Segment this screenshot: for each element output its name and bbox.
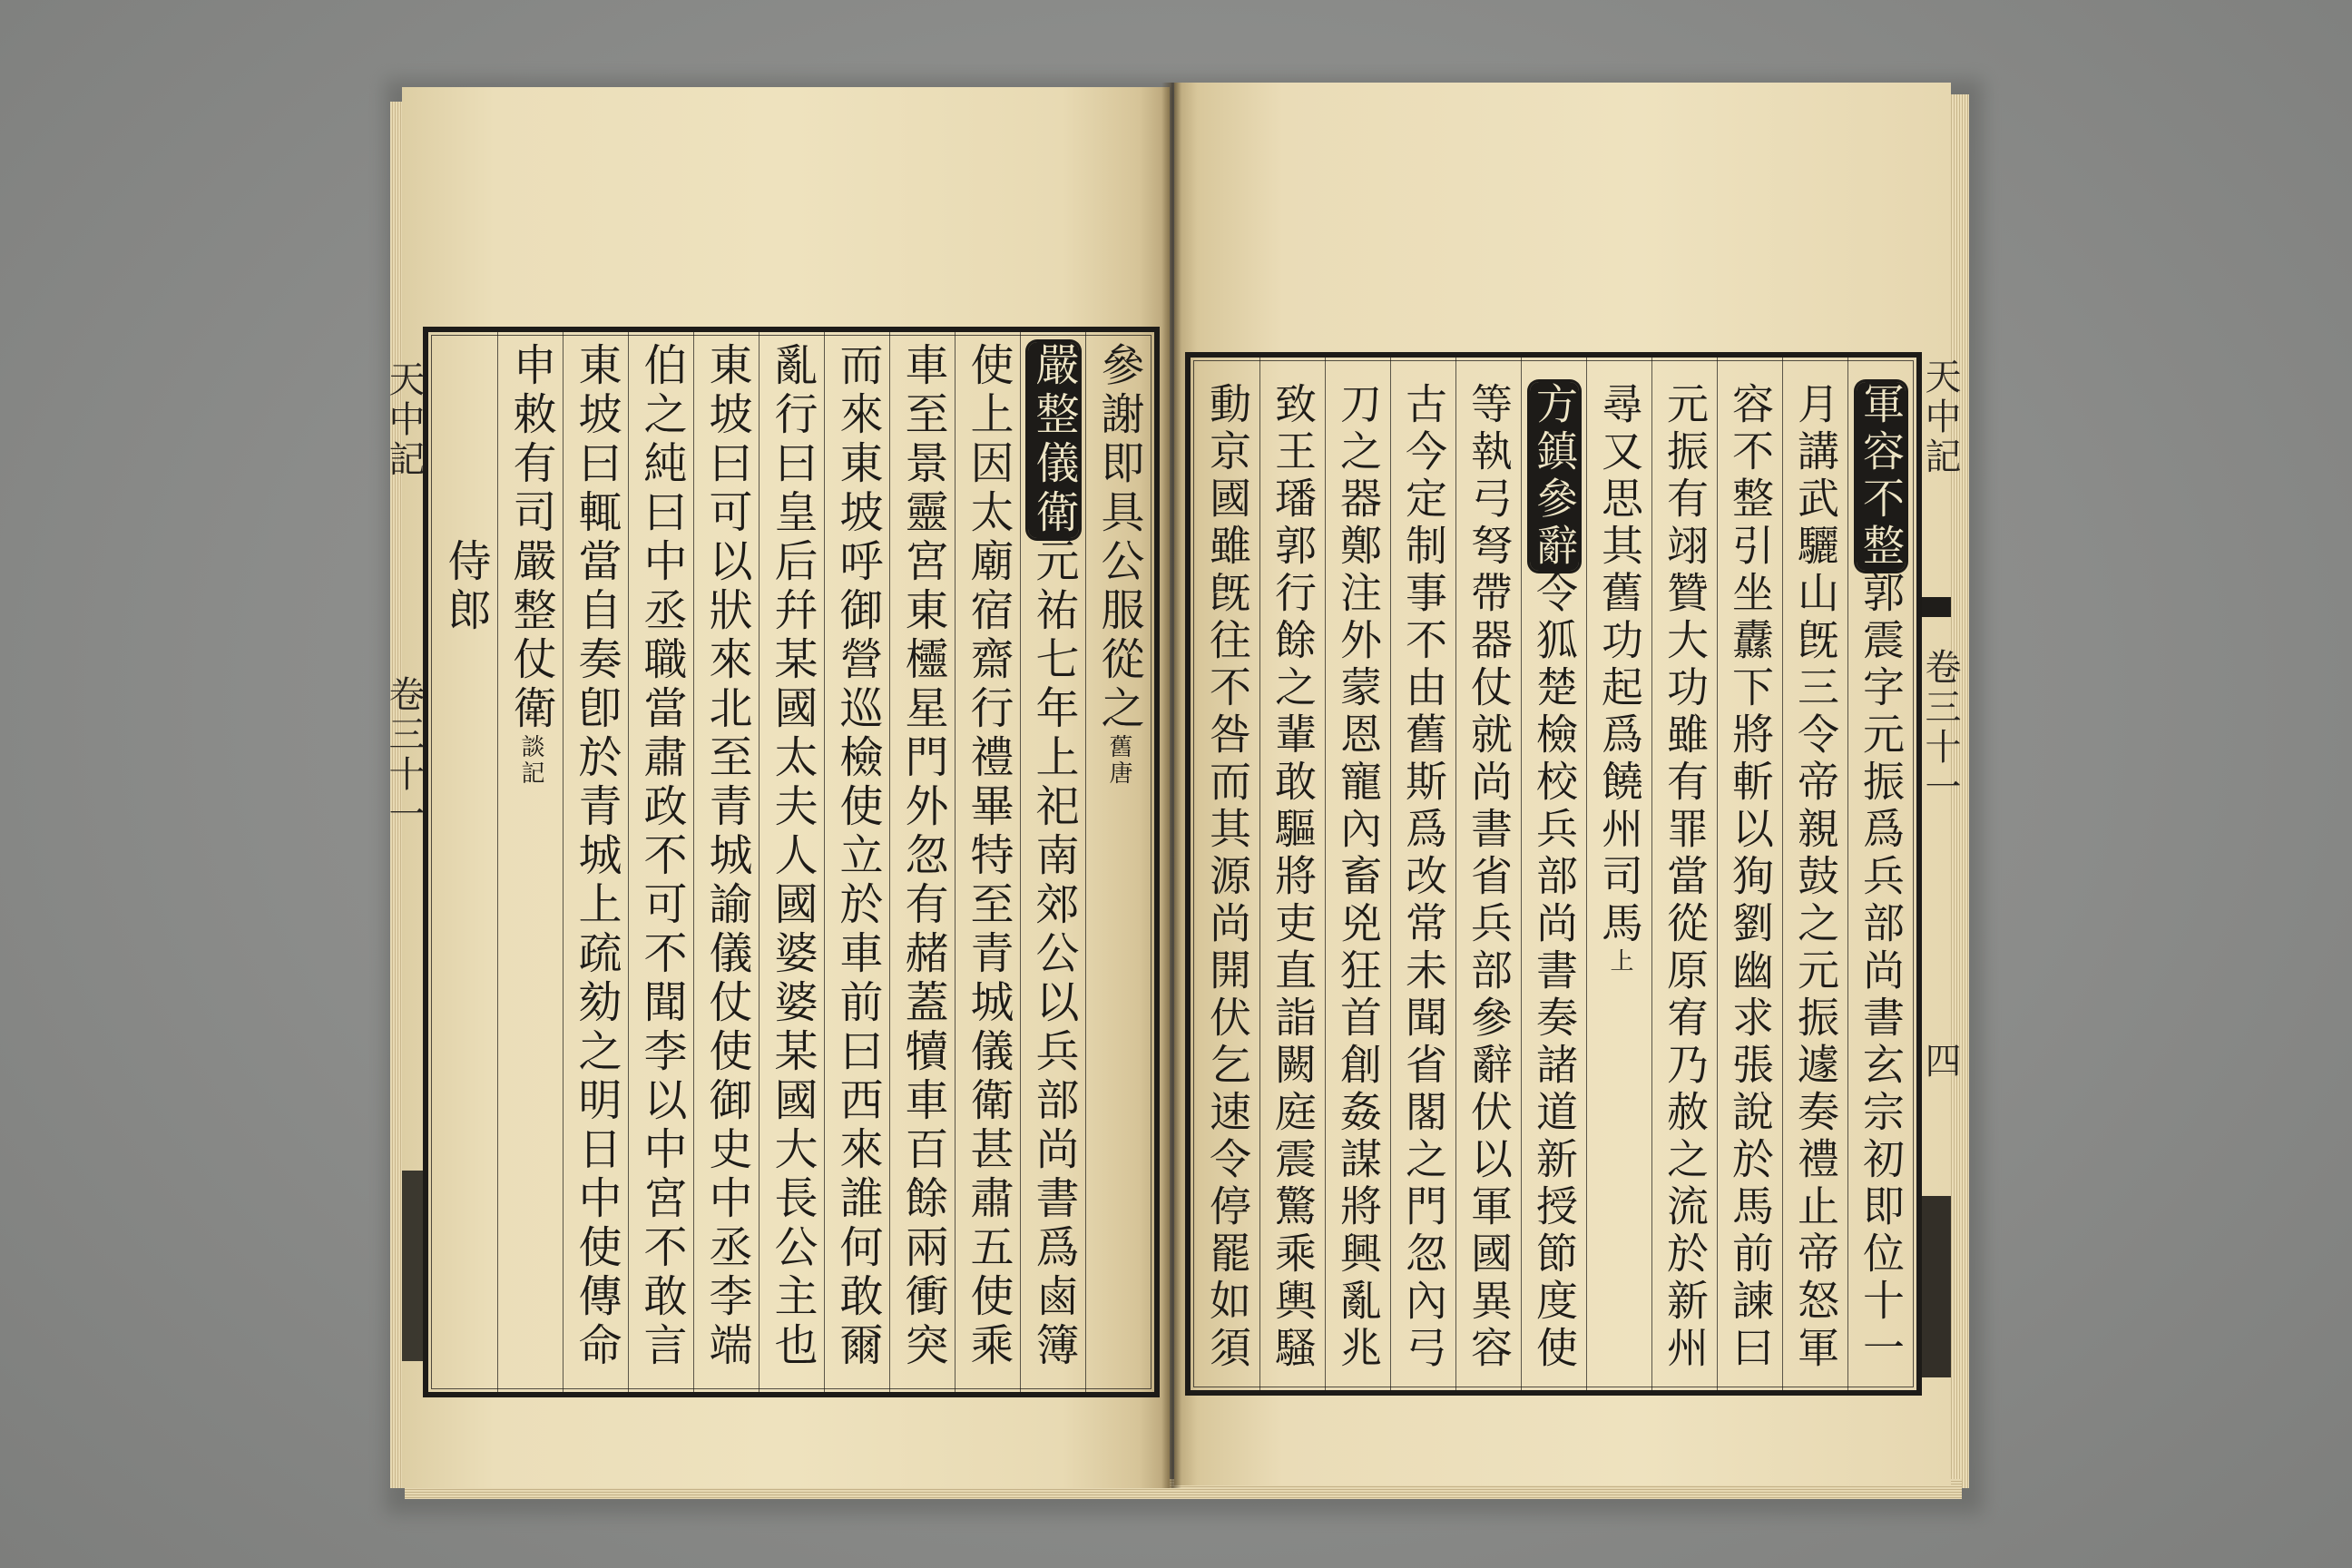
left-page [383, 87, 1170, 1488]
text-column [1782, 358, 1847, 1390]
fold-black-block [402, 1171, 423, 1361]
source-note: 舊唐 [1105, 734, 1132, 787]
column-text: 參謝即具公服從之 [1093, 342, 1144, 734]
column-text: 使上因太廟宿齋行禮畢特至青城儀衛甚肅五使乘 [963, 342, 1014, 1371]
fold-book-title: 天中記 [383, 360, 425, 480]
text-column [693, 332, 759, 1392]
column-text: 亂行曰皇后幷某國太夫人國婆婆某國大長公主也 [767, 342, 818, 1371]
text-column [824, 332, 889, 1392]
text-column [759, 332, 824, 1392]
text-column [1586, 358, 1651, 1390]
right-page [1174, 83, 1961, 1485]
column-text: 伯之純曰中丞職當肅政不可不聞李以中宮不敢言 [636, 342, 687, 1371]
column-text: 月講武驪山旣三令帝親鼓之元振遽奏禮止帝怒軍 [1791, 382, 1840, 1373]
column-text: 令狐楚檢校兵部尚書奏諸道新授節度使 [1530, 571, 1579, 1373]
column-text: 等執弓弩帶器仗就尚書省兵部參辭伏以軍國異容 [1465, 382, 1514, 1373]
column-text: 東坡曰輒當自奏卽於青城上疏劾之明日中使傳命 [571, 342, 622, 1371]
fold-leaf-number: 四 [1919, 1042, 1961, 1082]
column-text: 申敕有司嚴整仗衛 [505, 342, 556, 734]
column-text: 古今定制事不由舊斯爲改常未聞省閣之門忽內弓 [1399, 382, 1448, 1373]
entry-heading: 軍容不整 [1857, 382, 1906, 571]
fold-black-block [1922, 1196, 1951, 1377]
column-text: 郭震字元振爲兵部尚書玄宗初即位十一 [1857, 571, 1906, 1373]
text-column [628, 332, 693, 1392]
fold-fishtail-mark [1922, 597, 1951, 617]
text-column [497, 332, 563, 1392]
text-column [955, 332, 1020, 1392]
column-text: 動京國雖旣往不咎而其源尚開伏乞速令停罷如須 [1203, 382, 1252, 1373]
column-text: 致王璠郭行餘之輩敢驅將吏直詣闕庭震驚乘輿騷 [1269, 382, 1318, 1373]
column-text: 車至景靈宮東欞星門外忽有赭蓋犢車百餘兩衝突 [897, 342, 948, 1371]
text-column [1259, 358, 1325, 1390]
book-gutter [1161, 83, 1181, 1488]
fold-book-title: 天中記 [1919, 358, 1961, 477]
column-text: 尋又思其舊功起爲饒州司馬 [1595, 382, 1644, 948]
text-column [563, 332, 628, 1392]
text-column [1717, 358, 1782, 1390]
source-note: 談記 [517, 734, 544, 787]
column-text: 刀之器鄭注外蒙恩寵內畜兇狂首創姦謀將興亂兆 [1334, 382, 1383, 1373]
column-text: 東坡曰可以狀來北至青城諭儀仗使御史中丞李端 [701, 342, 752, 1371]
source-note: 上 [1606, 948, 1633, 975]
left-text-frame [423, 327, 1160, 1397]
right-text-columns [1194, 358, 1913, 1390]
entry-heading: 嚴整儀衛 [1028, 342, 1079, 538]
right-page-fold-strip [1919, 352, 1961, 1396]
column-text: 元祐七年上祀南郊公以兵部尚書爲鹵簿 [1028, 538, 1079, 1371]
text-column [1651, 358, 1717, 1390]
entry-heading: 方鎮參辭 [1530, 382, 1579, 571]
column-text: 侍郎 [440, 538, 491, 636]
text-column [1847, 358, 1913, 1390]
left-page-fold-strip [383, 327, 425, 1397]
text-column [1521, 358, 1586, 1390]
fold-volume-number: 卷三十一 [1919, 648, 1961, 808]
text-column [432, 332, 497, 1392]
text-column [1390, 358, 1455, 1390]
column-text: 元振有翊贊大功雖有罪當從原宥乃赦之流於新州 [1661, 382, 1710, 1373]
text-column [889, 332, 955, 1392]
left-text-columns [432, 332, 1151, 1392]
fold-volume-number: 卷三十一 [383, 675, 425, 835]
text-column [1325, 358, 1390, 1390]
text-column [1085, 332, 1151, 1392]
text-column [1455, 358, 1521, 1390]
right-text-frame [1185, 352, 1922, 1396]
text-column [1194, 358, 1259, 1390]
text-column [1020, 332, 1085, 1392]
column-text: 而來東坡呼御營巡檢使立於車前曰西來誰何敢爾 [832, 342, 883, 1371]
column-text: 容不整引坐纛下將斬以狥劉幽求張說於馬前諫曰 [1726, 382, 1775, 1373]
